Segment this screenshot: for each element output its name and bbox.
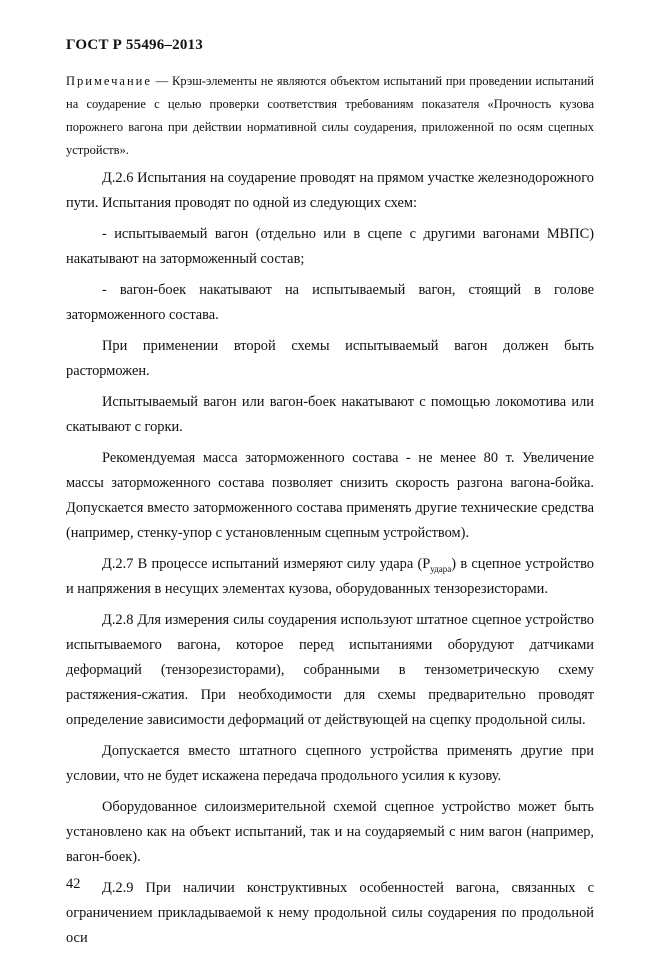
paragraph-equipped-device: Оборудованное силоизмерительной схемой сцепное устройство может быть установлено как на объект испытаний, так и на соударяемый с ним вагон (например, вагон-боек). bbox=[66, 799, 594, 865]
p27-after: ) в сцепное устройство и напряжения в несущих элементах кузова, оборудованных тензорезисторами. bbox=[66, 556, 594, 597]
note-label: Примечание bbox=[66, 74, 152, 88]
document-header: ГОСТ Р 55496–2013 bbox=[66, 37, 203, 53]
p27-subscript: удара bbox=[430, 563, 452, 574]
note-paragraph bbox=[66, 70, 594, 162]
paragraph-second-scheme: При применении второй схемы испытываемый вагон должен быть расторможен. bbox=[66, 338, 594, 379]
note-text: — Крэш-элементы не являются объектом испытаний при проведении испытаний на соударение с целью проверки соответствия требованиям показателя «Прочность кузова порожнего вагона при действии нормативной силы соударения, приложенной по осям сцепных устройств». bbox=[66, 74, 594, 157]
paragraph-mass: Рекомендуемая масса заторможенного состава - не менее 80 т. Увеличение массы заторможенного состава позволяет снизить скорость разгона вагона-бойка. Допускается вместо заторможенного состава применять другие технические средства (например, стенку-упор с установленным сцепным устройством). bbox=[66, 450, 594, 541]
paragraph-d26: Д.2.6 Испытания на соударение проводят на прямом участке железнодорожного пути. Испытания проводят по одной из следующих схем: bbox=[66, 170, 594, 211]
p27-before: Д.2.7 В процессе испытаний измеряют силу удара (P bbox=[102, 556, 431, 572]
page-number: 42 bbox=[66, 876, 81, 892]
paragraph-scheme-2: - вагон-боек накатывают на испытываемый вагон, стоящий в голове заторможенного состава. bbox=[66, 282, 594, 323]
document-body bbox=[66, 166, 594, 957]
paragraph-d29: Д.2.9 При наличии конструктивных особенностей вагона, связанных с ограничением прикладываемой к нему продольной силы соударения по продольной оси bbox=[66, 880, 594, 946]
paragraph-d27 bbox=[66, 552, 594, 602]
paragraph-d28: Д.2.8 Для измерения силы соударения используют штатное сцепное устройство испытываемого вагона, которое перед испытаниями оборудуют датчиками деформаций (тензорезисторами), собранными в тензометрическую схему растяжения-сжатия. При необходимости для схемы предварительно проводят определение зависимости деформаций от действующей на сцепку продольной силы. bbox=[66, 612, 594, 728]
paragraph-scheme-1: - испытываемый вагон (отдельно или в сцепе с другими вагонами МВПС) накатывают на заторможенный состав; bbox=[66, 226, 594, 267]
paragraph-locomotive: Испытываемый вагон или вагон-боек накатывают с помощью локомотива или скатывают с горки. bbox=[66, 394, 594, 435]
paragraph-alternative-device: Допускается вместо штатного сцепного устройства применять другие при условии, что не будет искажена передача продольного усилия к кузову. bbox=[66, 743, 594, 784]
